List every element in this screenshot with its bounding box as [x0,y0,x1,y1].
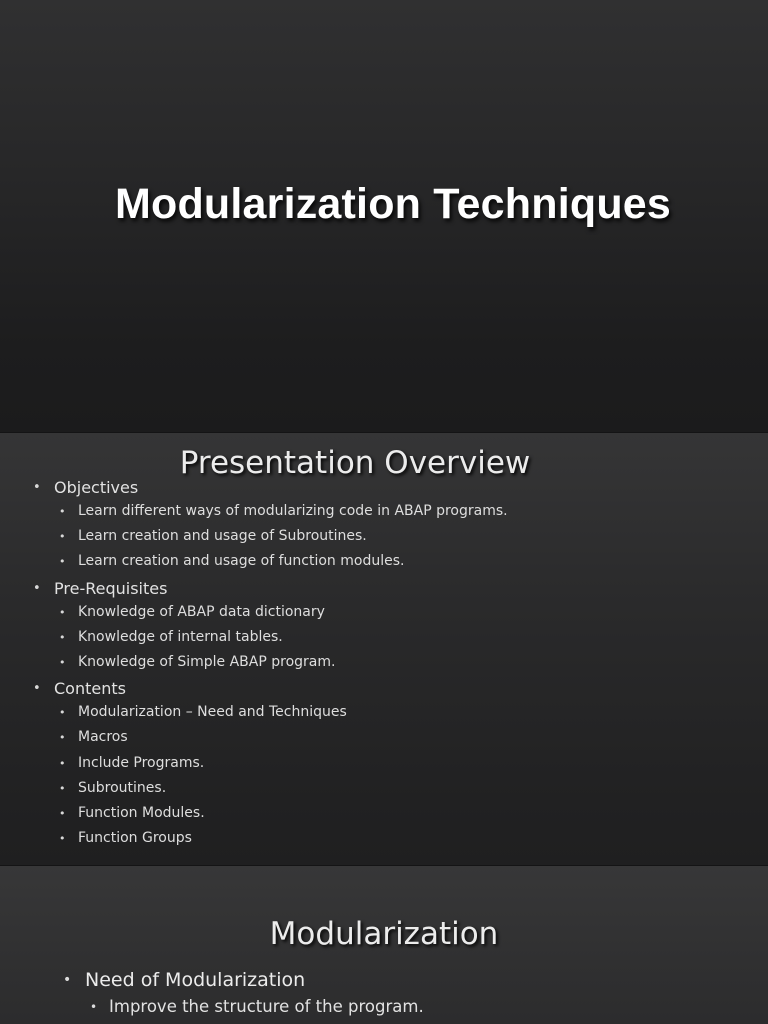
slide-overview-heading: Presentation Overview [179,445,531,481]
sub-bullet [33,779,753,804]
bullet-icon: • [59,832,66,846]
bullet-need-of-modularization [63,968,743,996]
sub-bullet [33,552,753,577]
sub-bullet [33,628,753,653]
sub-bullet-text: Macros [78,729,128,746]
slide-modularization [0,866,768,1024]
bullet-icon: • [59,806,66,820]
sub-bullet-text: Improve the structure of the program. [109,997,424,1016]
sub-bullet-text: Knowledge of internal tables. [78,628,283,645]
slide-title-heading: Modularization Techniques [114,180,672,228]
bullet-icon: • [59,530,66,544]
bullet-icon: • [59,706,66,720]
sub-bullet [33,804,753,829]
sub-bullet [33,527,753,552]
modularization-bullet-list [63,968,743,1022]
sub-bullet-text: Learn different ways of modularizing code in ABAP programs. [78,503,508,519]
sub-bullet [33,603,753,628]
sub-bullet-text: Include Programs. [78,754,205,771]
bullet-icon: • [33,580,41,596]
sub-bullet [33,502,753,527]
bullet-icon: • [63,972,72,988]
bullet-objectives [33,477,753,502]
bullet-label: Need of Modularization [85,969,306,991]
bullet-icon: • [59,756,66,770]
bullet-icon: • [59,505,66,518]
sub-bullet-text: Learn creation and usage of Subroutines. [78,528,367,545]
slide-title [0,0,768,432]
bullet-contents [33,678,753,703]
sub-bullet-text: Modularization – Need and Techniques [78,704,347,721]
bullet-prerequisites [33,578,753,603]
slide-presentation-overview [0,433,768,865]
bullet-icon: • [33,681,41,697]
bullet-icon: • [33,480,41,495]
sub-bullet [33,728,753,753]
sub-bullet [33,653,753,678]
bullet-label: Objectives [54,478,139,497]
sub-bullet [33,703,753,728]
bullet-icon: • [59,605,66,619]
slide-modularization-heading: Modularization [269,916,499,952]
bullet-icon: • [59,655,66,669]
sub-bullet [63,996,743,1022]
sub-bullet-text: Subroutines. [78,779,167,796]
bullet-icon: • [59,630,66,644]
bullet-label: Pre-Requisites [54,578,168,598]
sub-bullet-text: Function Modules. [78,804,205,821]
bullet-icon: • [59,731,66,745]
sub-bullet-text: Learn creation and usage of function modules. [78,553,405,570]
bullet-label: Contents [54,679,126,699]
sub-bullet [33,754,753,779]
sub-bullet-text: Knowledge of Simple ABAP program. [78,653,336,670]
sub-bullet-text: Knowledge of ABAP data dictionary [78,603,325,620]
sub-bullet-text: Function Groups [78,830,192,847]
bullet-icon: • [59,555,66,569]
bullet-icon: • [90,1000,98,1014]
overview-bullet-list [33,477,753,854]
sub-bullet [33,829,753,854]
bullet-icon: • [59,781,66,795]
